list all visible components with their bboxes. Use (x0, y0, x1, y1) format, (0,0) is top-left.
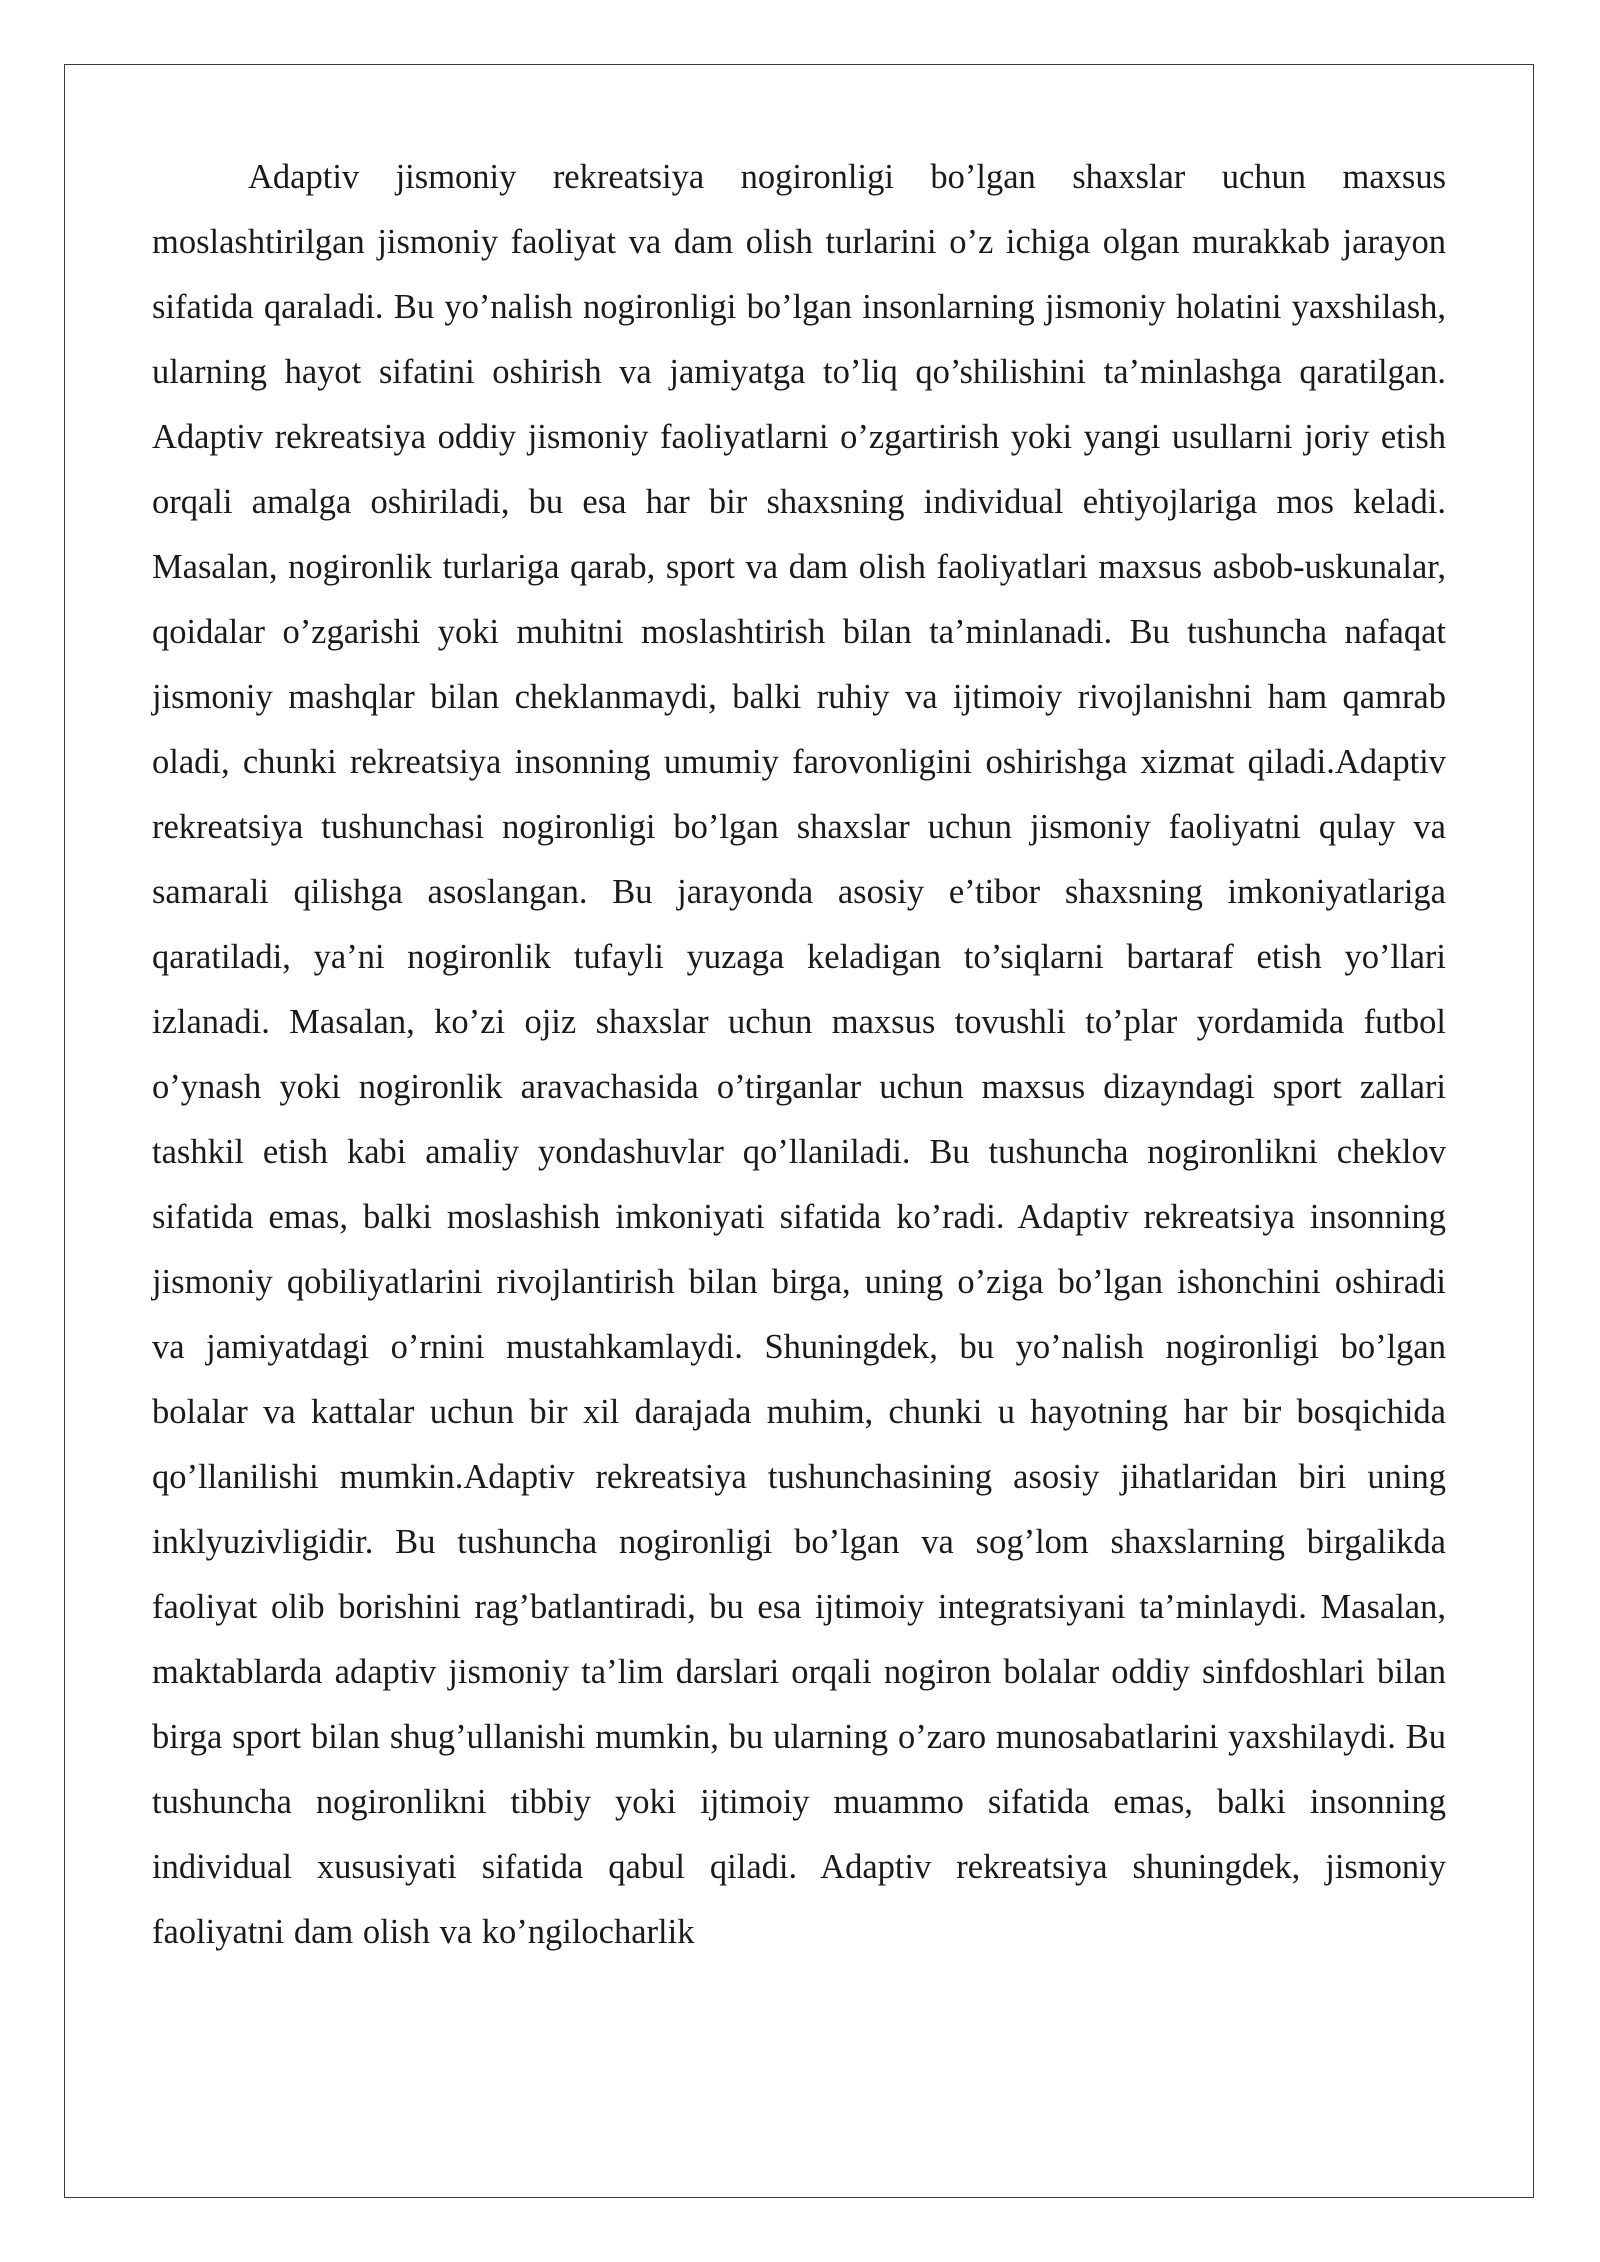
body-paragraph: Adaptiv jismoniy rekreatsiya nogironligi bo’lgan shaxslar uchun maxsus moslashtirilgan jismoniy faoliyat va dam olish turlarini o’z ichiga olgan murakkab jarayon sifatida qaraladi. Bu yo’nalish nogironligi bo’lgan insonlarning jismoniy holatini yaxshilash, ularning hayot sifatini oshirish va jamiyatga to’liq qo’shilishini ta’minlashga qaratilgan. Adaptiv rekreatsiya oddiy jismoniy faoliyatlarni o’zgartirish yoki yangi usullarni joriy etish orqali amalga oshiriladi, bu esa har bir shaxsning individual ehtiyojlariga mos keladi. Masalan, nogironlik turlariga qarab, sport va dam olish faoliyatlari maxsus asbob-uskunalar, qoidalar o’zgarishi yoki muhitni moslashtirish bilan ta’minlanadi. Bu tushuncha nafaqat jismoniy mashqlar bilan cheklanmaydi, balki ruhiy va ijtimoiy rivojlanishni ham qamrab oladi, chunki rekreatsiya insonning umumiy farovonligini oshirishga xizmat qiladi.Adaptiv rekreatsiya tushunchasi nogironligi bo’lgan shaxslar uchun jismoniy faoliyatni qulay va samarali qilishga asoslangan. Bu jarayonda asosiy e’tibor shaxsning imkoniyatlariga qaratiladi, ya’ni nogironlik tufayli yuzaga keladigan to’siqlarni bartaraf etish yo’llari izlanadi. Masalan, ko’zi ojiz shaxslar uchun maxsus tovushli to’plar yordamida futbol o’ynash yoki nogironlik aravachasida o’tirganlar uchun maxsus dizayndagi sport zallari tashkil etish kabi amaliy yondashuvlar qo’llaniladi. Bu tushuncha nogironlikni cheklov sifatida emas, balki moslashish imkoniyati sifatida ko’radi. Adaptiv rekreatsiya insonning jismoniy qobiliyatlarini rivojlantirish bilan birga, uning o’ziga bo’lgan ishonchini oshiradi va jamiyatdagi o’rnini mustahkamlaydi. Shuningdek, bu yo’nalish nogironligi bo’lgan bolalar va kattalar uchun bir xil darajada muhim, chunki u hayotning har bir bosqichida qo’llanilishi mumkin.Adaptiv rekreatsiya tushunchasining asosiy jihatlaridan biri uning inklyuzivligidir. Bu tushuncha nogironligi bo’lgan va sog’lom shaxslarning birgalikda faoliyat olib borishini rag’batlantiradi, bu esa ijtimoiy integratsiyani ta’minlaydi. Masalan, maktablarda adaptiv jismoniy ta’lim darslari orqali nogiron bolalar oddiy sinfdoshlari bilan birga sport bilan shug’ullanishi mumkin, bu ularning o’zaro munosabatlarini yaxshilaydi. Bu tushuncha nogironlikni tibbiy yoki ijtimoiy muammo sifatida emas, balki insonning individual xususiyati sifatida qabul qiladi. Adaptiv rekreatsiya shuningdek, jismoniy faoliyatni dam olish va ko’ngilocharlik (152, 158, 1446, 1951)
